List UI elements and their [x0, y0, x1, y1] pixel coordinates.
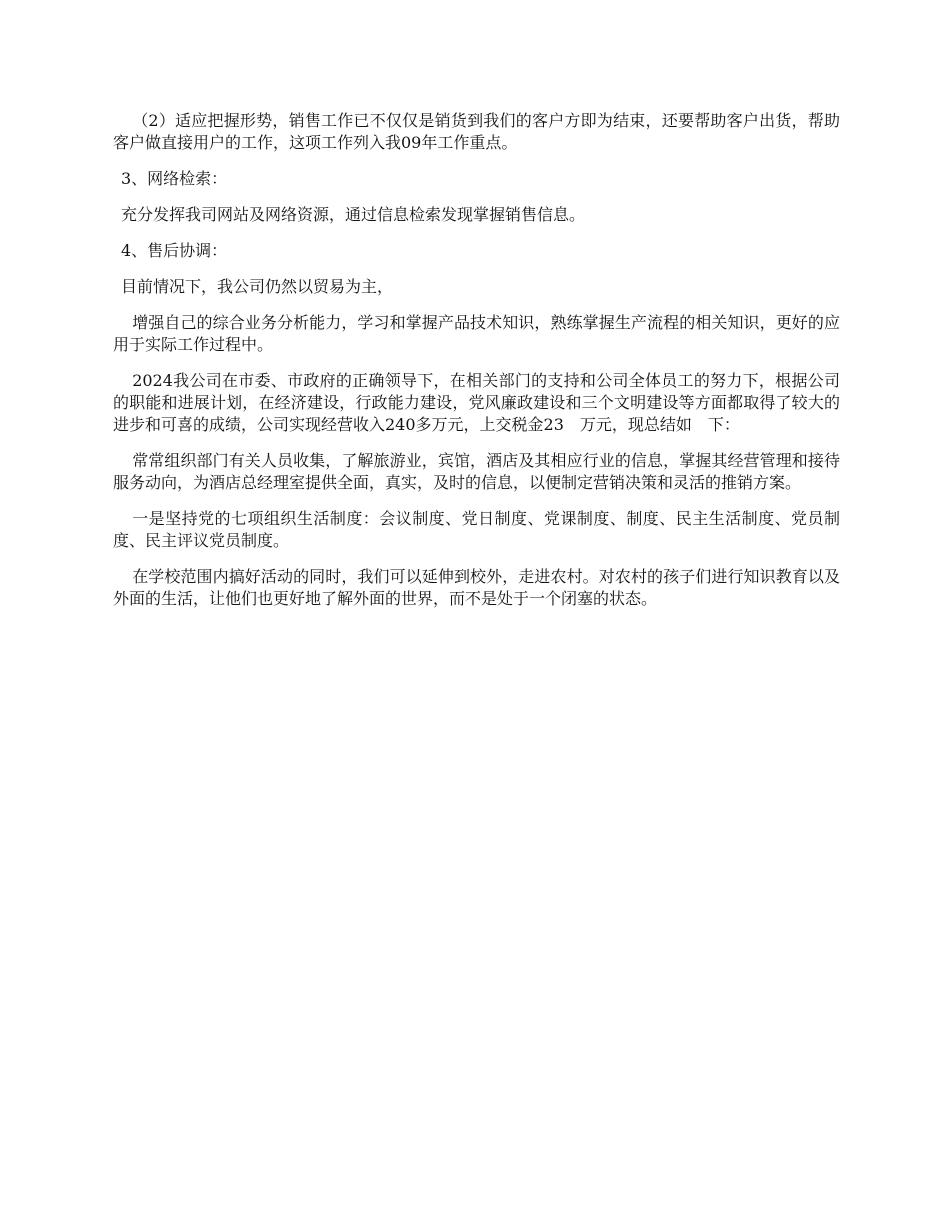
paragraph-trade-focus: 目前情况下，我公司仍然以贸易为主，: [121, 277, 394, 296]
document-page: [113, 110, 840, 624]
paragraph-party-system: 一是坚持党的七项组织生活制度：会议制度、党日制度、党课制度、制度、民主生活制度、党员制度、民主评议党员制度。: [113, 509, 840, 550]
paragraph-network-resources: 充分发挥我司网站及网络资源，通过信息检索发现掌握销售信息。: [121, 205, 586, 224]
paragraph-sales-situation: （2）适应把握形势，销售工作已不仅仅是销货到我们的客户方即为结束，还要帮助客户出货，帮助客户做直接用户的工作，这项工作列入我09年工作重点。: [113, 111, 840, 152]
heading-network-search: 3、网络检索：: [121, 169, 228, 188]
paragraph-market-info: 常常组织部门有关人员收集，了解旅游业，宾馆，酒店及其相应行业的信息，掌握其经营管理和接待服务动向，为酒店总经理室提供全面，真实，及时的信息，以便制定营销决策和灵活的推销方案。: [113, 451, 840, 492]
heading-after-sales: 4、售后协调：: [121, 241, 228, 260]
paragraph-company-summary: 2024我公司在市委、市政府的正确领导下，在相关部门的支持和公司全体员工的努力下，根据公司的职能和进展计划，在经济建设，行政能力建设，党风廉政建设和三个文明建设等方面都取得了较大的进步和可喜的成绩，公司实现经营收入240多万元，上交税金23 万元，现总结如 下：: [113, 371, 840, 434]
paragraph-rural-outreach: 在学校范围内搞好活动的同时，我们可以延伸到校外，走进农村。对农村的孩子们进行知识教育以及外面的生活，让他们也更好地了解外面的世界，而不是处于一个闭塞的状态。: [113, 567, 840, 608]
paragraph-business-analysis: 增强自己的综合业务分析能力，学习和掌握产品技术知识，熟练掌握生产流程的相关知识，更好的应用于实际工作过程中。: [113, 313, 840, 354]
